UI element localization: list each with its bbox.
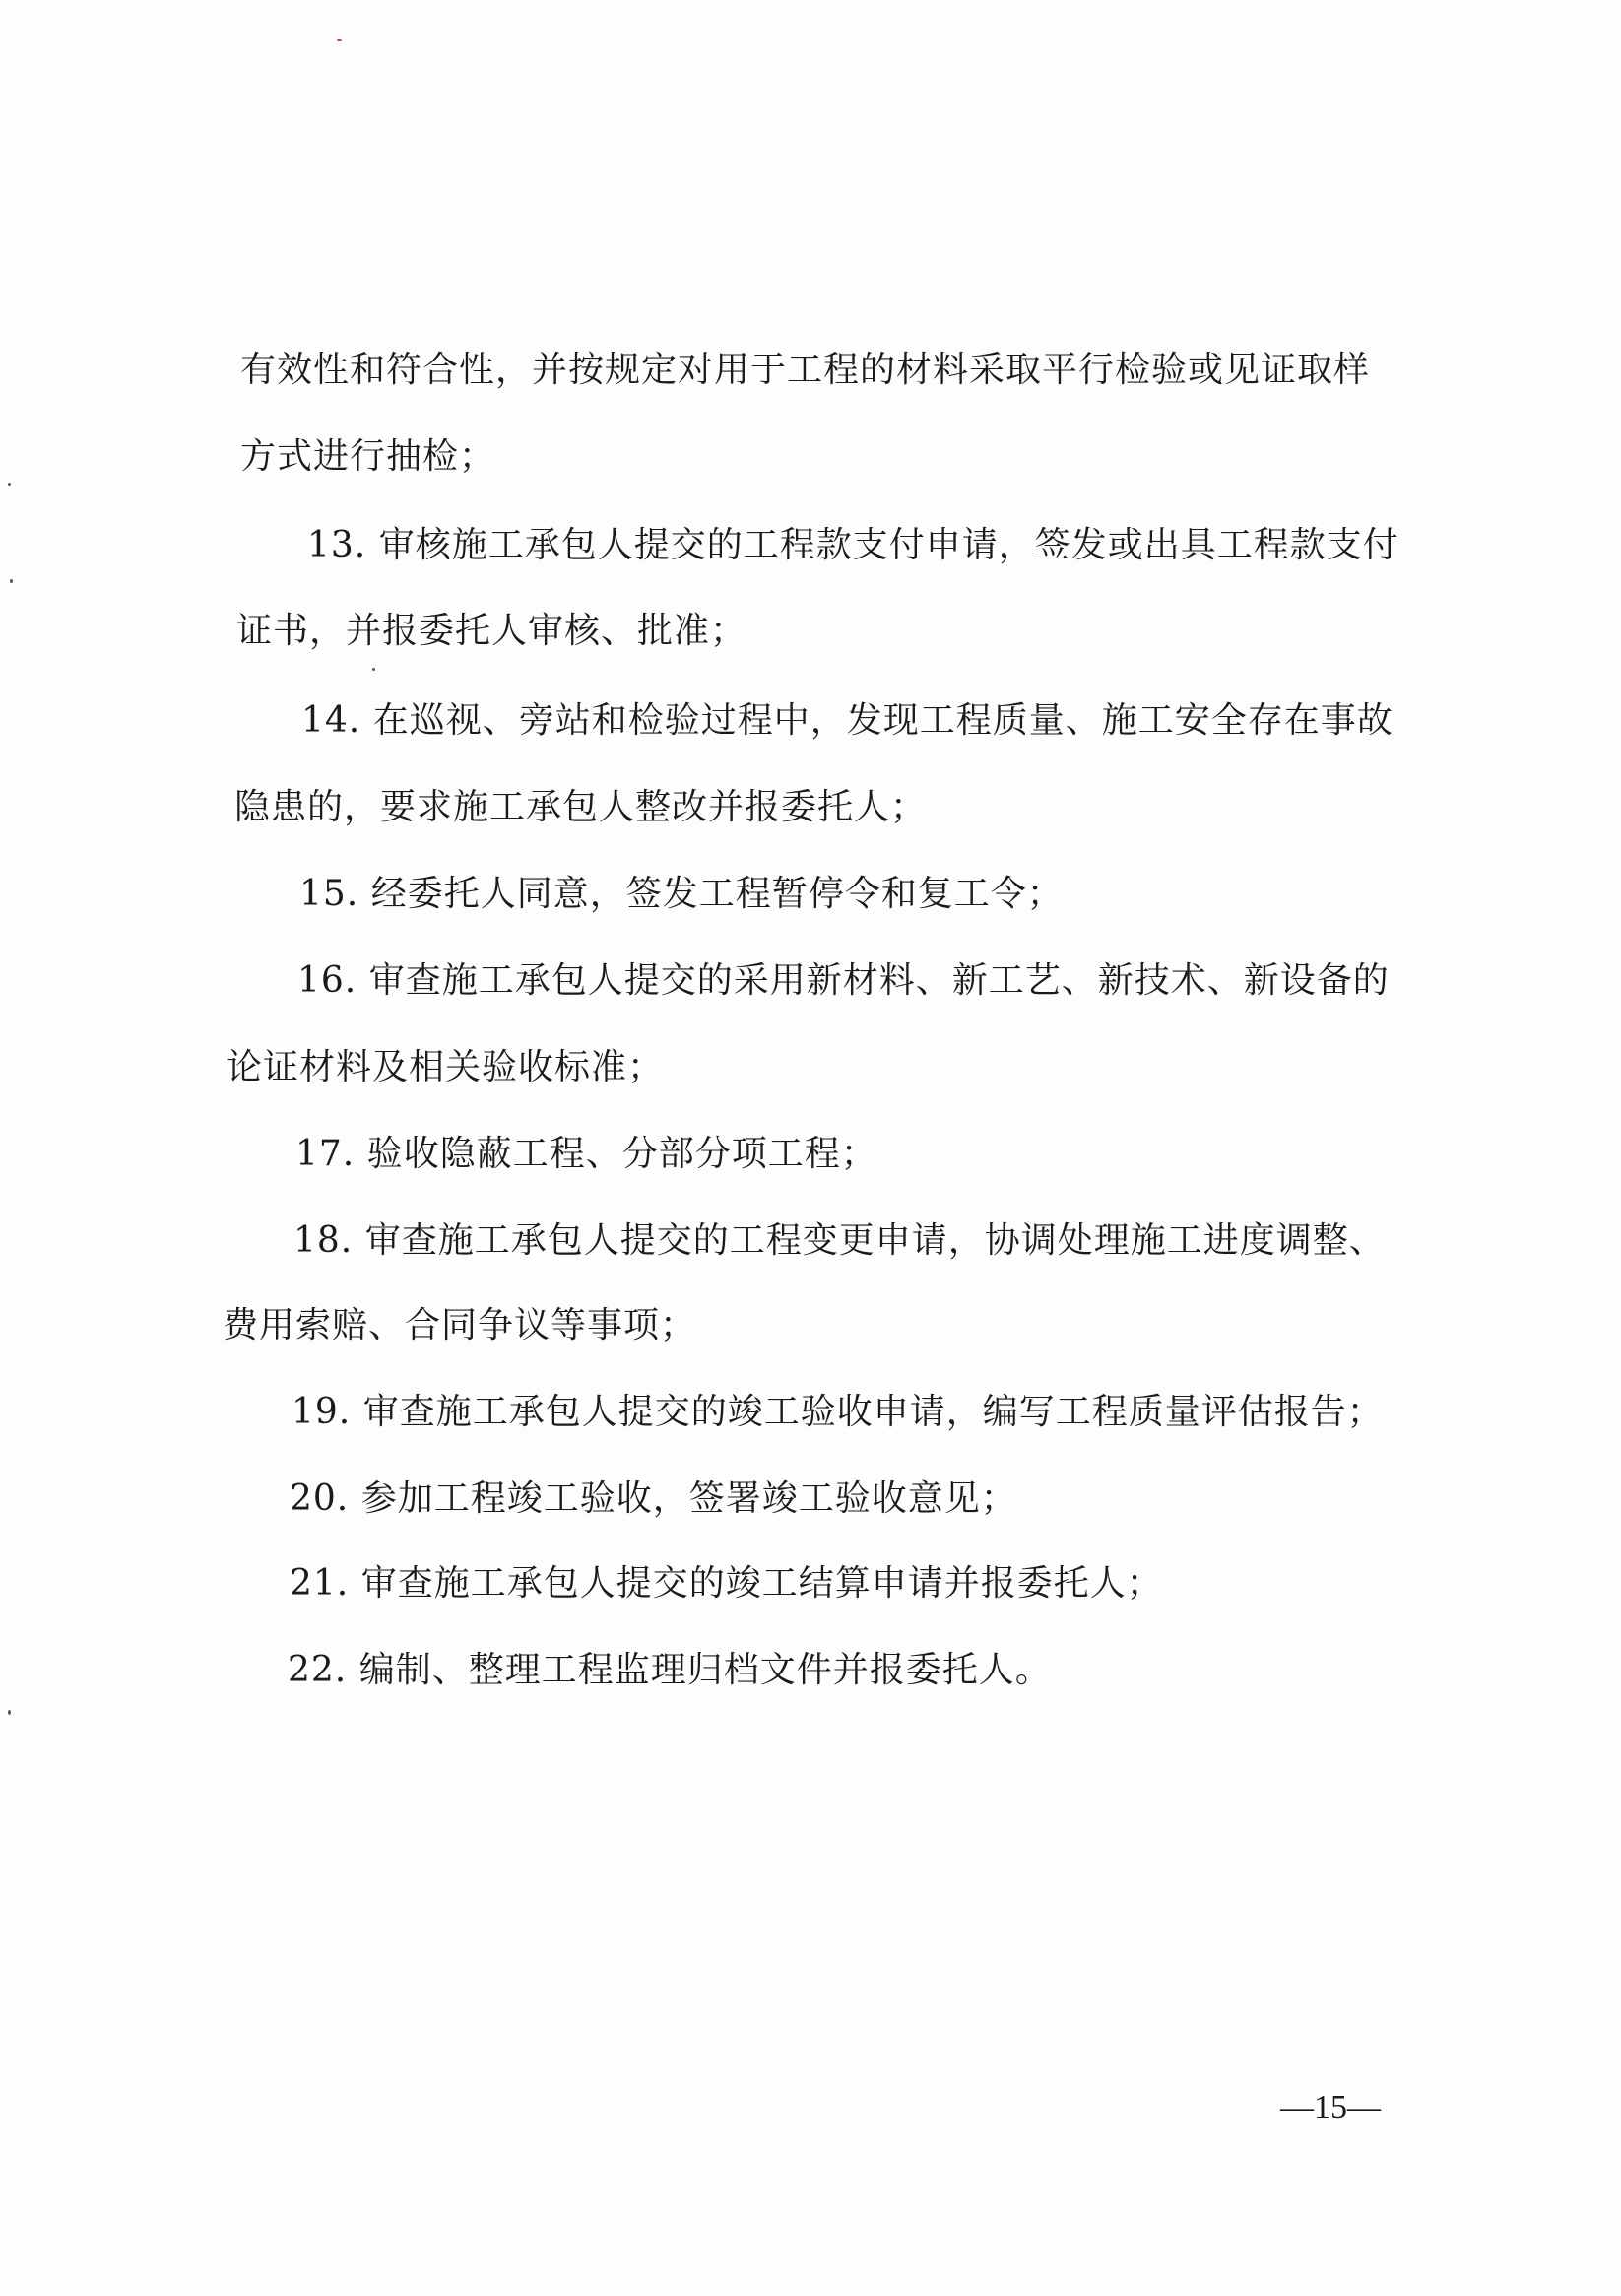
paragraph-line: 方式进行抽检； xyxy=(240,436,496,477)
list-item-16: 16. 审查施工承包人提交的采用新材料、新工艺、新技术、新设备的 xyxy=(297,960,1390,1001)
list-item-19: 19. 审查施工承包人提交的竣工验收申请，编写工程质量评估报告； xyxy=(292,1392,1384,1432)
list-item-13: 13. 审核施工承包人提交的工程款支付申请，签发或出具工程款支付 xyxy=(307,525,1399,565)
scan-speck xyxy=(10,579,13,583)
list-item-21: 21. 审查施工承包人提交的竣工结算申请并报委托人； xyxy=(290,1563,1163,1604)
scan-speck xyxy=(8,483,11,486)
list-item-18: 18. 审查施工承包人提交的工程变更申请，协调处理施工进度调整、 xyxy=(293,1220,1386,1261)
list-item-15: 15. 经委托人同意，签发工程暂停令和复工令； xyxy=(299,874,1064,914)
list-item-17: 17. 验收隐蔽工程、分部分项工程； xyxy=(295,1134,877,1174)
scan-speck xyxy=(8,1710,11,1715)
list-item-14-cont: 隐患的，要求施工承包人整改并报委托人； xyxy=(234,787,928,827)
list-item-16-cont: 论证材料及相关验收标准； xyxy=(227,1047,665,1087)
list-item-14: 14. 在巡视、旁站和检验过程中，发现工程质量、施工安全存在事故 xyxy=(301,700,1394,741)
list-item-18-cont: 费用索赔、合同争议等事项； xyxy=(223,1305,697,1345)
scan-speck xyxy=(337,39,342,41)
page-number: —15— xyxy=(1280,2089,1381,2126)
scan-speck xyxy=(372,668,375,671)
list-item-20: 20. 参加工程竣工验收，签署竣工验收意见； xyxy=(290,1478,1017,1519)
list-item-13-cont: 证书，并报委托人审核、批准； xyxy=(236,611,747,651)
list-item-22: 22. 编制、整理工程监理归档文件并报委托人。 xyxy=(288,1650,1052,1690)
paragraph-line: 有效性和符合性，并按规定对用于工程的材料采取平行检验或见证取样 xyxy=(240,350,1371,390)
